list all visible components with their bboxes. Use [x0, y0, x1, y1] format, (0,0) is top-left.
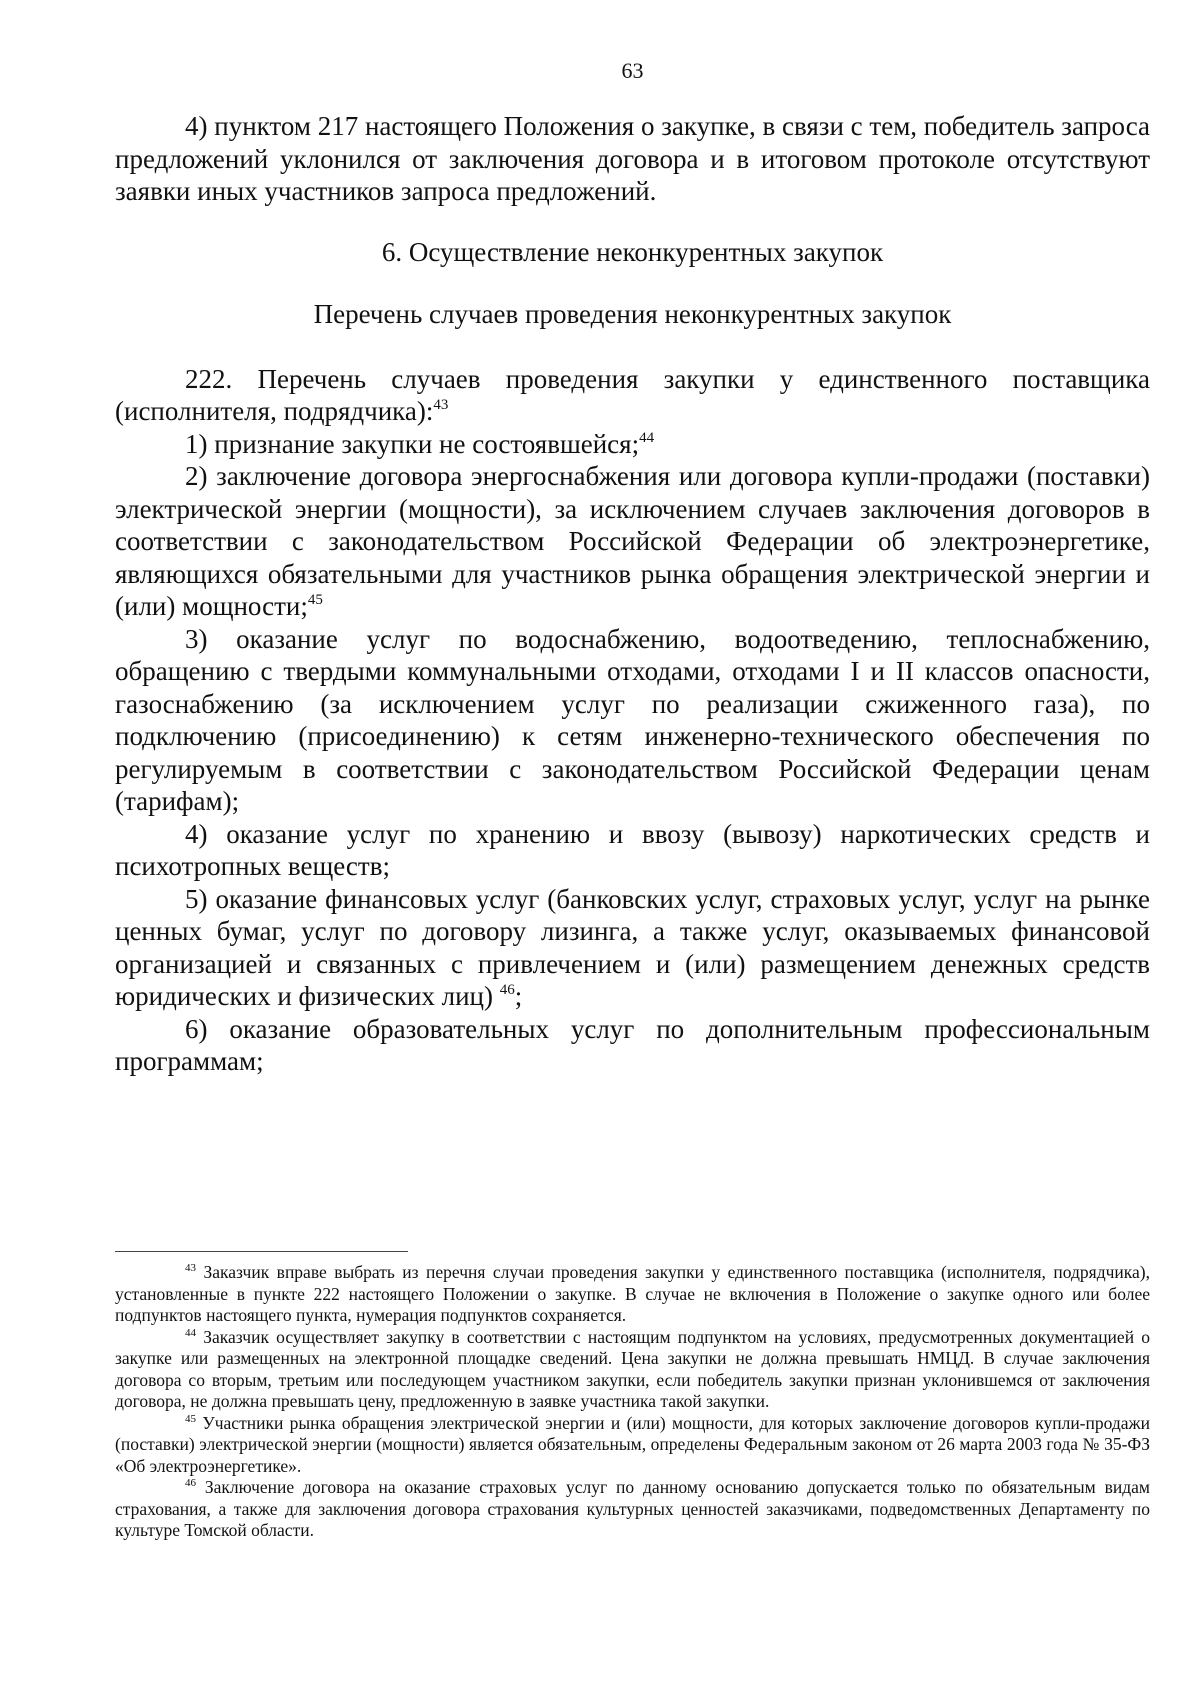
- paragraph-intro: 4) пунктом 217 настоящего Положения о закупке, в связи с тем, победитель запроса предложений уклонился от заключения договора и в итоговом протоколе отсутствуют заявки иных участников запроса предложений.: [115, 111, 1150, 206]
- footnote-marker: 43: [185, 1262, 196, 1274]
- footnote-marker: 45: [185, 1412, 196, 1425]
- footnote-44: $^{44}$ Заказчик осуществляет закупку в соответствии с настоящим подпунктом на условиях, предусмотренных документацией о закупке или размещенных на электронной площадке сведений. Цена закупки не должна превышать НМЦД. В случае заключения договора со вторым, третьим или последующем участником закупки, если победитель закупки признан уклонившемся от заключения договора, не должна превышать цену, предложенную в заявке участника такой закупки.: [115, 1326, 1150, 1411]
- footnote-46: $^{46}$ Заключение договора на оказание страховых услуг по данному основанию допускается только по обязательным видам страхования, а также для заключения договора страхования культурных ценностей заказчиками, подведомственных Департаменту по культуре Томской области.: [115, 1477, 1150, 1540]
- footnote-45: $^{45}$ Участники рынка обращения электрической энергии и (или) мощности, для которых заключение договоров купли-продажи (поставки) электрической энергии (мощности) является обязательным, определены Федеральным законом от 26 марта 2003 года № 35-ФЗ «Об электроэнергетике».: [115, 1412, 1150, 1476]
- main-text: [115, 110, 1150, 1078]
- list-item-1: 1) признание закупки не состоявшейся;$^{44}$: [185, 428, 655, 459]
- list-item-3: 3) оказание услуг по водоснабжению, водоотведению, теплоснабжению, обращению с твердыми коммунальными отходами, отходами I и II классов опасности, газоснабжению (за исключением услуг по реализации сжиженного газа), по подключению (присоединению) к сетям инженерно-технического обеспечения по регулируемым в соответствии с законодательством Российской Федерации ценам (тарифам);: [115, 623, 1150, 816]
- footnotes: [115, 1262, 1150, 1542]
- footnote-ref-43[interactable]: 43: [433, 397, 449, 413]
- list-item-2: 2) заключение договора энергоснабжения или договора купли-продажи (поставки) электрической энергии (мощности), за исключением случаев заключения договоров в соответствии с законодательством Российской Федерации об электроэнергетике, являющихся обязательными для участников рынка обращения электрической энергии и (или) мощности;$^{45}$: [115, 461, 1150, 621]
- footnote-separator: [115, 1251, 408, 1252]
- footnote-43: $^{43}$ Заказчик вправе выбрать из перечня случаи проведения закупки у единственного поставщика (исполнителя, подрядчика), установленные в пункте 222 настоящего Положении о закупке. В случае не включения в Положение о закупке одного или более подпунктов настоящего пункта, нумерация подпунктов сохраняется.: [115, 1262, 1150, 1325]
- list-item-5: 5) оказание финансовых услуг (банковских услуг, страховых услуг, услуг на рынке ценных бумаг, услуг по договору лизинга, а также услуг, оказываемых финансовой организацией и связанных с привлечением и (или) размещением денежных средств юридических и физических лиц) $^{46}$;: [115, 883, 1150, 1011]
- paragraph-222: 222. Перечень случаев проведения закупки у единственного поставщика (исполнителя, подрядчика):$^{43}$: [115, 363, 1150, 426]
- page-number: 63: [621, 58, 644, 83]
- list-item-4: 4) оказание услуг по хранению и ввозу (вывозу) наркотических средств и психотропных веществ;: [115, 818, 1150, 881]
- footnote-ref-45[interactable]: 45: [307, 592, 323, 608]
- footnote-marker: 46: [185, 1477, 196, 1489]
- section-heading: 6. Осуществление неконкурентных закупок: [381, 236, 884, 267]
- subsection-heading: Перечень случаев проведения неконкурентных закупок: [313, 299, 952, 329]
- list-item-6: 6) оказание образовательных услуг по дополнительным профессиональным программам;: [115, 1013, 1150, 1076]
- footnote-marker: 44: [185, 1326, 196, 1339]
- footnote-ref-44[interactable]: 44: [639, 429, 655, 446]
- footnote-ref-46[interactable]: 46: [499, 982, 515, 998]
